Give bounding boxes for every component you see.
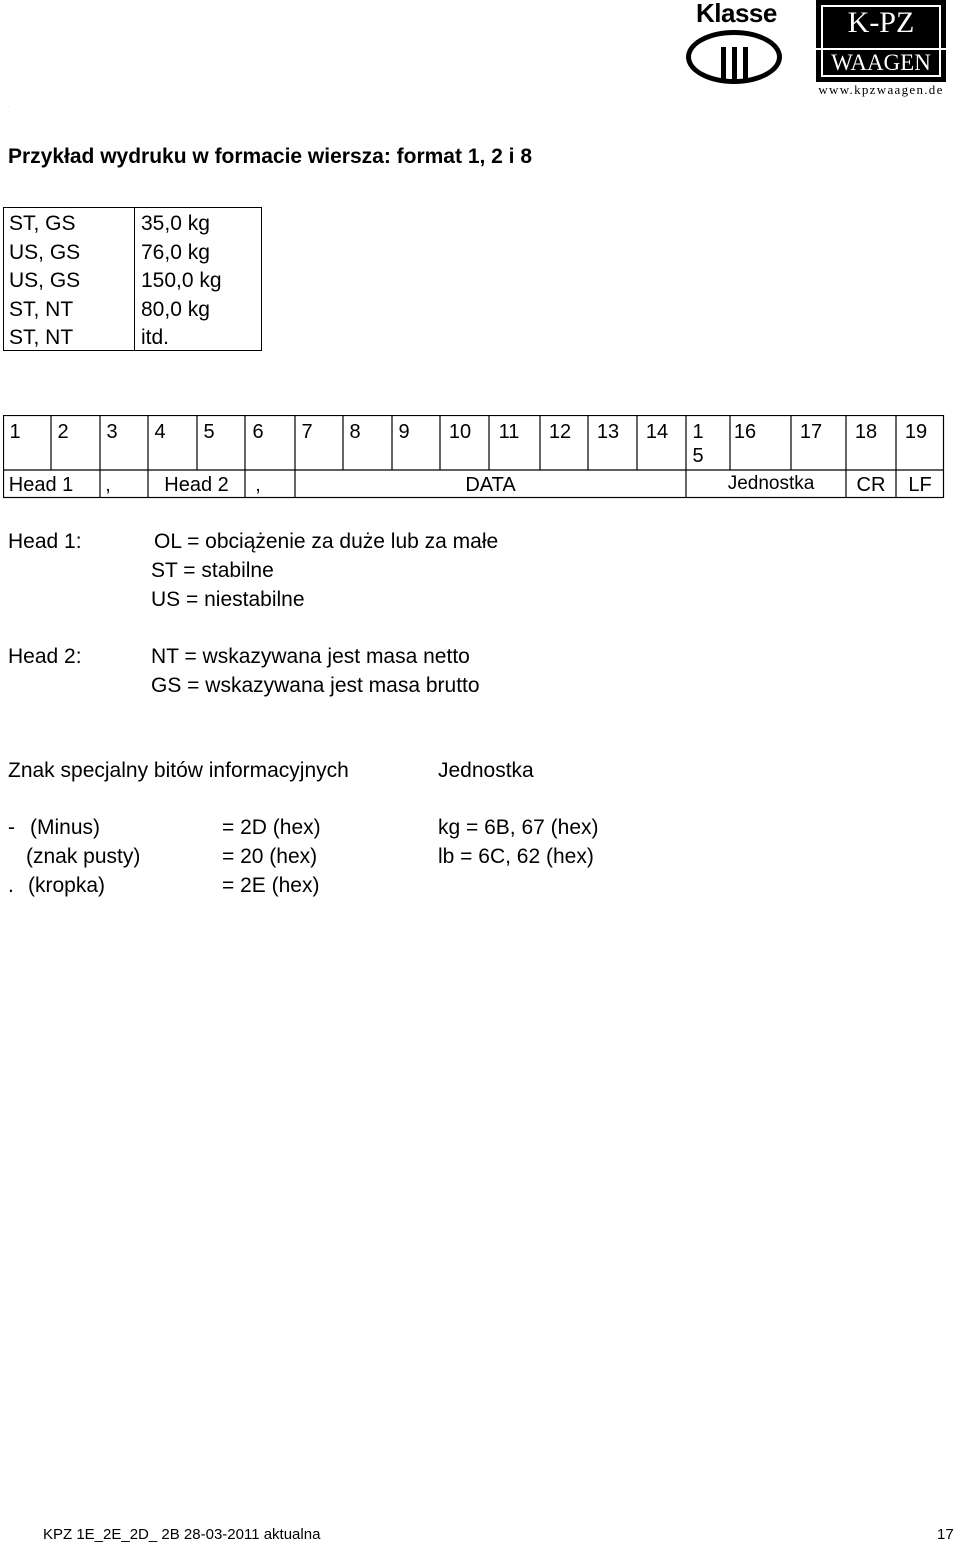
example-status-column: [9, 210, 80, 353]
klasse-label: Klasse: [696, 0, 777, 28]
unit-code: lb = 6C, 62 (hex): [438, 845, 594, 868]
kpz-logo-line1: K-PZ: [847, 6, 915, 39]
example-weight: 150,0 kg: [141, 269, 222, 293]
special-name: (Minus): [30, 816, 101, 839]
field-cr: CR: [856, 474, 886, 496]
klasse-oval: [686, 30, 782, 84]
example-weight: itd.: [141, 326, 170, 350]
byte-number: 9: [398, 421, 410, 443]
footer-document-id: KPZ 1E_2E_2D_ 2B 28-03-2011 aktualna: [43, 1526, 321, 1543]
byte-number: 12: [548, 421, 572, 443]
klasse-iii-logo: [684, 0, 790, 92]
special-sign: .: [8, 874, 14, 897]
byte-number: 10: [448, 421, 472, 443]
example-printout-table: [3, 207, 262, 351]
special-code: = 20 (hex): [222, 845, 318, 868]
example-status: US, GS: [9, 269, 81, 293]
roman-bar-2: [732, 47, 737, 79]
example-divider: [134, 208, 135, 350]
example-status: ST, GS: [9, 212, 76, 235]
byte-number: 2: [57, 421, 69, 443]
special-header: Znak specjalny bitów informacyjnych: [8, 759, 349, 782]
byte-number: 6: [252, 421, 264, 443]
special-sign: -: [8, 816, 15, 839]
field-head2: Head 2: [164, 474, 229, 496]
kpz-logo-box: [816, 0, 946, 82]
example-weight-column: [141, 210, 222, 353]
example-weight: 76,0 kg: [141, 240, 210, 264]
byte-number: 4: [154, 421, 166, 443]
byte-number: 1: [9, 421, 21, 443]
head2-def-nt: NT = wskazywana jest masa netto: [151, 645, 470, 668]
tiny-mark: ·: [8, 104, 10, 109]
unit-code: kg = 6B, 67 (hex): [438, 816, 599, 839]
byte-number: 17: [799, 421, 823, 443]
roman-bar-3: [743, 47, 748, 79]
page-number: 17: [937, 1526, 954, 1543]
byte-number: 14: [645, 421, 669, 443]
byte-number: 13: [596, 421, 620, 443]
example-status: ST, NT: [9, 326, 74, 350]
special-code: = 2E (hex): [222, 874, 320, 897]
head1-label: Head 1:: [8, 530, 82, 553]
byte-number: 16: [733, 421, 757, 443]
head1-def-us: US = niestabilne: [151, 588, 305, 611]
special-name: (znak pusty): [26, 845, 141, 868]
kpz-logo-url: www.kpzwaagen.de: [818, 82, 944, 97]
example-status: US, GS: [9, 240, 81, 264]
byte-number: 5: [203, 421, 215, 443]
head1-def-st: ST = stabilne: [151, 559, 274, 582]
roman-bar-1: [721, 47, 726, 79]
byte-number: 3: [106, 421, 118, 443]
byte-number: 18: [854, 421, 878, 443]
example-weight: 80,0 kg: [141, 297, 210, 321]
special-code: = 2D (hex): [222, 816, 321, 839]
byte-number: 8: [349, 421, 361, 443]
byte-number: 19: [904, 421, 928, 443]
example-status: ST, NT: [9, 297, 74, 321]
byte-number: 7: [301, 421, 313, 443]
field-lf: LF: [908, 474, 932, 496]
kpz-waagen-logo: [816, 0, 946, 104]
head2-def-gs: GS = wskazywana jest masa brutto: [151, 674, 480, 697]
special-name: (kropka): [28, 874, 106, 897]
head1-def-ol: OL = obciążenie za duże lub za małe: [154, 530, 499, 553]
kpz-logo-line2: WAAGEN: [816, 48, 946, 76]
byte-number-wrap: 5: [692, 445, 704, 467]
byte-number: 11: [498, 421, 520, 443]
head2-label: Head 2:: [8, 645, 82, 668]
field-comma: ,: [255, 474, 261, 496]
page-heading: Przykład wydruku w formacie wiersza: format 1, 2 i 8: [8, 145, 533, 168]
field-data: DATA: [465, 474, 516, 496]
field-comma: ,: [105, 474, 111, 496]
unit-header: Jednostka: [438, 759, 534, 782]
field-head1: Head 1: [8, 474, 74, 496]
field-unit: Jednostka: [727, 473, 815, 494]
example-weight: 35,0 kg: [141, 212, 210, 235]
byte-number: 1: [692, 421, 704, 443]
